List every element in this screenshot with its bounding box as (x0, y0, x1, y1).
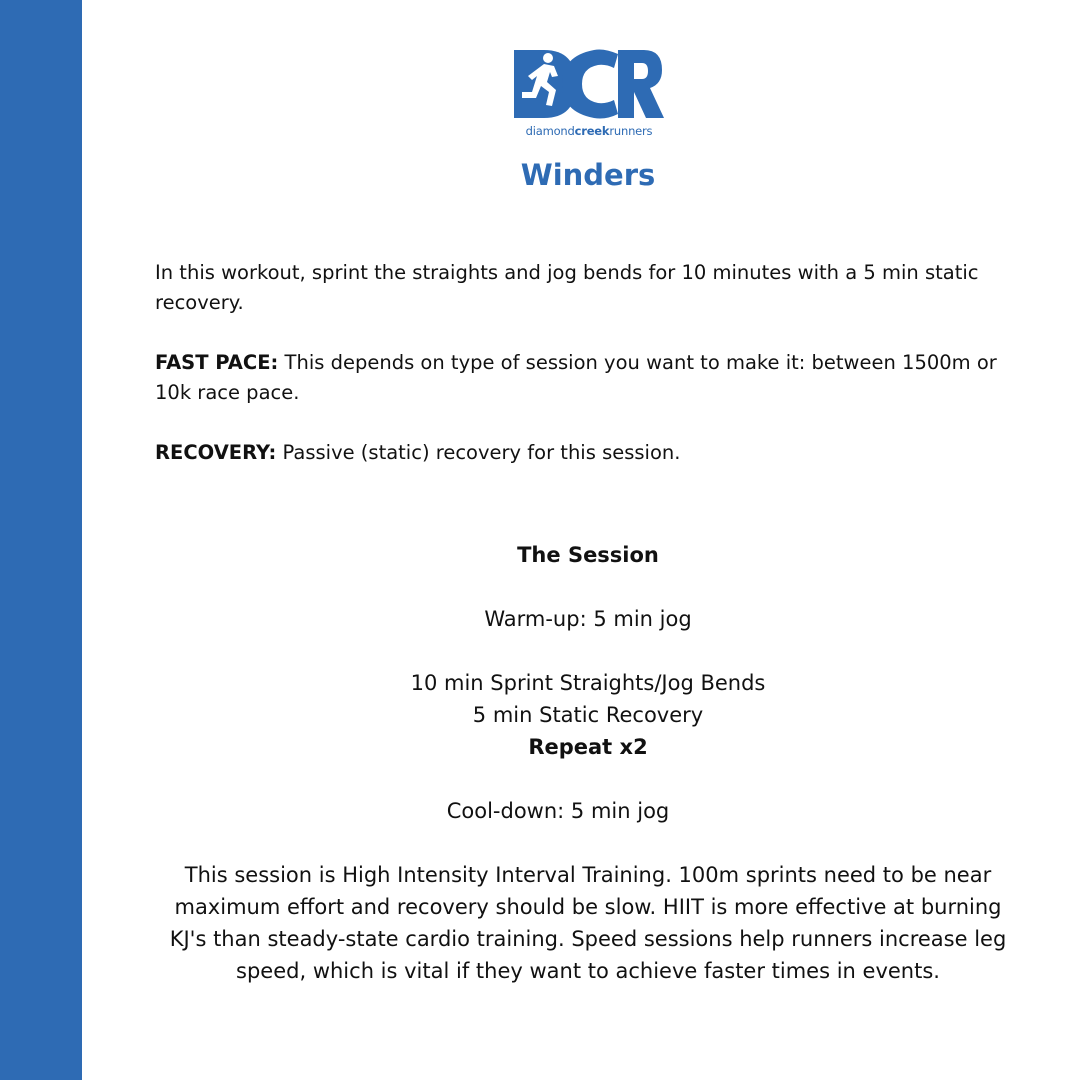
summary-line: This session is High Intensity Interval Training. 100m sprints need to be near (184, 863, 992, 887)
recovery-text: Passive (static) recovery for this session. (276, 441, 681, 464)
fast-pace-paragraph (155, 348, 1035, 408)
page-title: Winders (520, 158, 656, 192)
set-line-sprint: 10 min Sprint Straights/Jog Bends (410, 671, 766, 695)
club-logo (510, 46, 668, 142)
warmup-line: Warm-up: 5 min jog (484, 607, 692, 631)
summary-line: maximum effort and recovery should be slow. HIIT is more effective at burning (174, 895, 1002, 919)
fast-pace-text: This depends on type of session you want to make it: between 1500m or 10k race pace. (155, 351, 997, 404)
summary-line: speed, which is vital if they want to achieve faster times in events. (236, 959, 940, 983)
logo-wordmark: diamondcreekrunners (525, 124, 653, 138)
workout-description: In this workout, sprint the straights and jog bends for 10 minutes with a 5 min static recovery. (155, 261, 979, 314)
set-line-recovery: 5 min Static Recovery (472, 703, 704, 727)
side-accent-bar (0, 0, 82, 1080)
session-sets (100, 667, 1076, 763)
intro-section (155, 258, 1035, 498)
recovery-label: RECOVERY: (155, 441, 277, 464)
session-heading: The Session (517, 543, 659, 567)
summary-line: KJ's than steady-state cardio training. Speed sessions help runners increase leg (169, 927, 1007, 951)
recovery-paragraph (155, 438, 1035, 468)
repeat-line: Repeat x2 (528, 735, 648, 759)
fast-pace-label: FAST PACE: (155, 351, 279, 374)
dcr-letters-mark (510, 46, 668, 126)
cooldown-line: Cool-down: 5 min jog (446, 799, 670, 823)
session-summary (120, 859, 1056, 987)
